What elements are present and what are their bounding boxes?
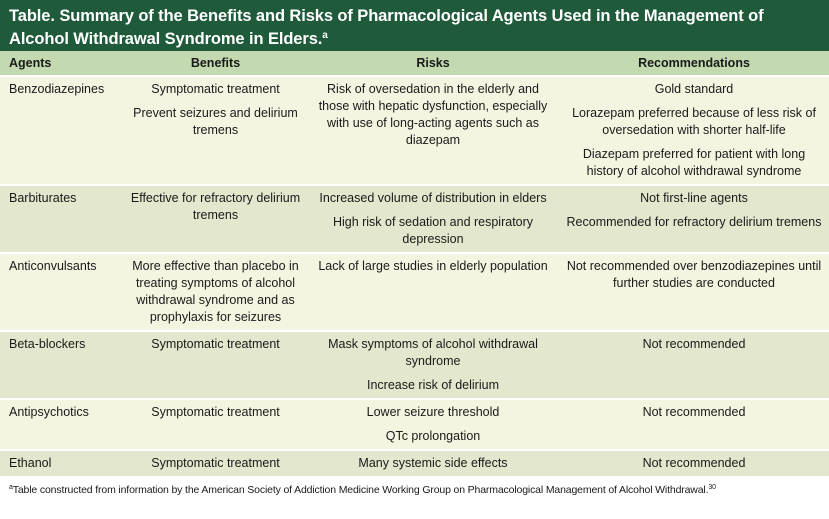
cell-recommendations <box>559 331 829 399</box>
footnote-reference: 30 <box>708 484 716 491</box>
column-header-risks: Risks <box>307 51 559 76</box>
recommendations-item: Lorazepam preferred because of less risk of oversedation with shorter half-life <box>572 106 816 137</box>
cell-agent: Anticonvulsants <box>0 253 124 331</box>
benefits-item: Prevent seizures and delirium tremens <box>133 106 298 137</box>
agents-table <box>0 51 829 478</box>
risks-item: High risk of sedation and respiratory depression <box>332 215 534 246</box>
cell-benefits <box>124 450 307 477</box>
cell-agent: Antipsychotics <box>0 399 124 450</box>
table-row <box>0 331 829 399</box>
table-body <box>0 76 829 477</box>
cell-risks <box>307 399 559 450</box>
table-header-row <box>0 51 829 76</box>
recommendations-item: Gold standard <box>654 82 734 96</box>
benefits-item: Symptomatic treatment <box>151 82 280 96</box>
benefits-item: More effective than placebo in treating symptoms of alcohol withdrawal syndrome and as prophylaxis for seizures <box>132 259 299 324</box>
column-header-agents: Agents <box>0 51 124 76</box>
table-row <box>0 399 829 450</box>
cell-benefits <box>124 76 307 185</box>
cell-recommendations <box>559 253 829 331</box>
benefits-item: Effective for refractory delirium tremens <box>130 191 301 222</box>
recommendations-item: Not recommended <box>642 405 746 419</box>
column-header-recommendations: Recommendations <box>559 51 829 76</box>
cell-risks <box>307 450 559 477</box>
cell-recommendations <box>559 76 829 185</box>
cell-agent: Ethanol <box>0 450 124 477</box>
recommendations-item: Not recommended <box>642 337 746 351</box>
cell-agent: Barbiturates <box>0 185 124 253</box>
table-row <box>0 253 829 331</box>
footnote-text: Table constructed from information by the American Society of Addiction Medicine Working Group on Pharmacological Management of Alcohol Withdrawal. <box>12 484 709 496</box>
footnote-mark: a <box>9 484 13 491</box>
cell-recommendations <box>559 185 829 253</box>
column-header-benefits: Benefits <box>124 51 307 76</box>
risks-item: Lack of large studies in elderly population <box>318 259 548 273</box>
risks-item: Lower seizure threshold <box>366 405 500 419</box>
recommendations-item: Recommended for refractory delirium tremens <box>566 215 822 229</box>
cell-risks <box>307 253 559 331</box>
recommendations-item: Not first-line agents <box>640 191 748 205</box>
risks-item: QTc prolongation <box>385 429 481 443</box>
risks-item: Increased volume of distribution in elders <box>319 191 547 205</box>
risks-item: Risk of oversedation in the elderly and those with hepatic dysfunction, especially with use of long-acting agents such as diazepam <box>318 82 548 147</box>
benefits-item: Symptomatic treatment <box>151 405 280 419</box>
benefits-item: Symptomatic treatment <box>151 337 280 351</box>
cell-recommendations <box>559 450 829 477</box>
table-title <box>0 0 829 51</box>
cell-benefits <box>124 331 307 399</box>
table-footnote <box>0 478 829 496</box>
table-row <box>0 185 829 253</box>
table-title-footnote-mark: a <box>322 30 328 41</box>
recommendations-item: Diazepam preferred for patient with long history of alcohol withdrawal syndrome <box>582 147 806 178</box>
recommendations-item: Not recommended <box>642 456 746 470</box>
cell-risks <box>307 331 559 399</box>
table-row <box>0 76 829 185</box>
cell-risks <box>307 76 559 185</box>
cell-benefits <box>124 253 307 331</box>
cell-benefits <box>124 185 307 253</box>
benefits-item: Symptomatic treatment <box>151 456 280 470</box>
risks-item: Many systemic side effects <box>358 456 508 470</box>
cell-recommendations <box>559 399 829 450</box>
risks-item: Increase risk of delirium <box>367 378 499 392</box>
table-title-text: Table. Summary of the Benefits and Risks of Pharmacological Agents Used in the Management of Alcohol Withdrawal Syndrome in Elders. <box>9 7 764 48</box>
recommendations-item: Not recommended over benzodiazepines until further studies are conducted <box>566 259 822 290</box>
risks-item: Mask symptoms of alcohol withdrawal syndrome <box>328 337 538 368</box>
cell-risks <box>307 185 559 253</box>
cell-benefits <box>124 399 307 450</box>
table-row <box>0 450 829 477</box>
cell-agent: Beta-blockers <box>0 331 124 399</box>
cell-agent: Benzodiazepines <box>0 76 124 185</box>
